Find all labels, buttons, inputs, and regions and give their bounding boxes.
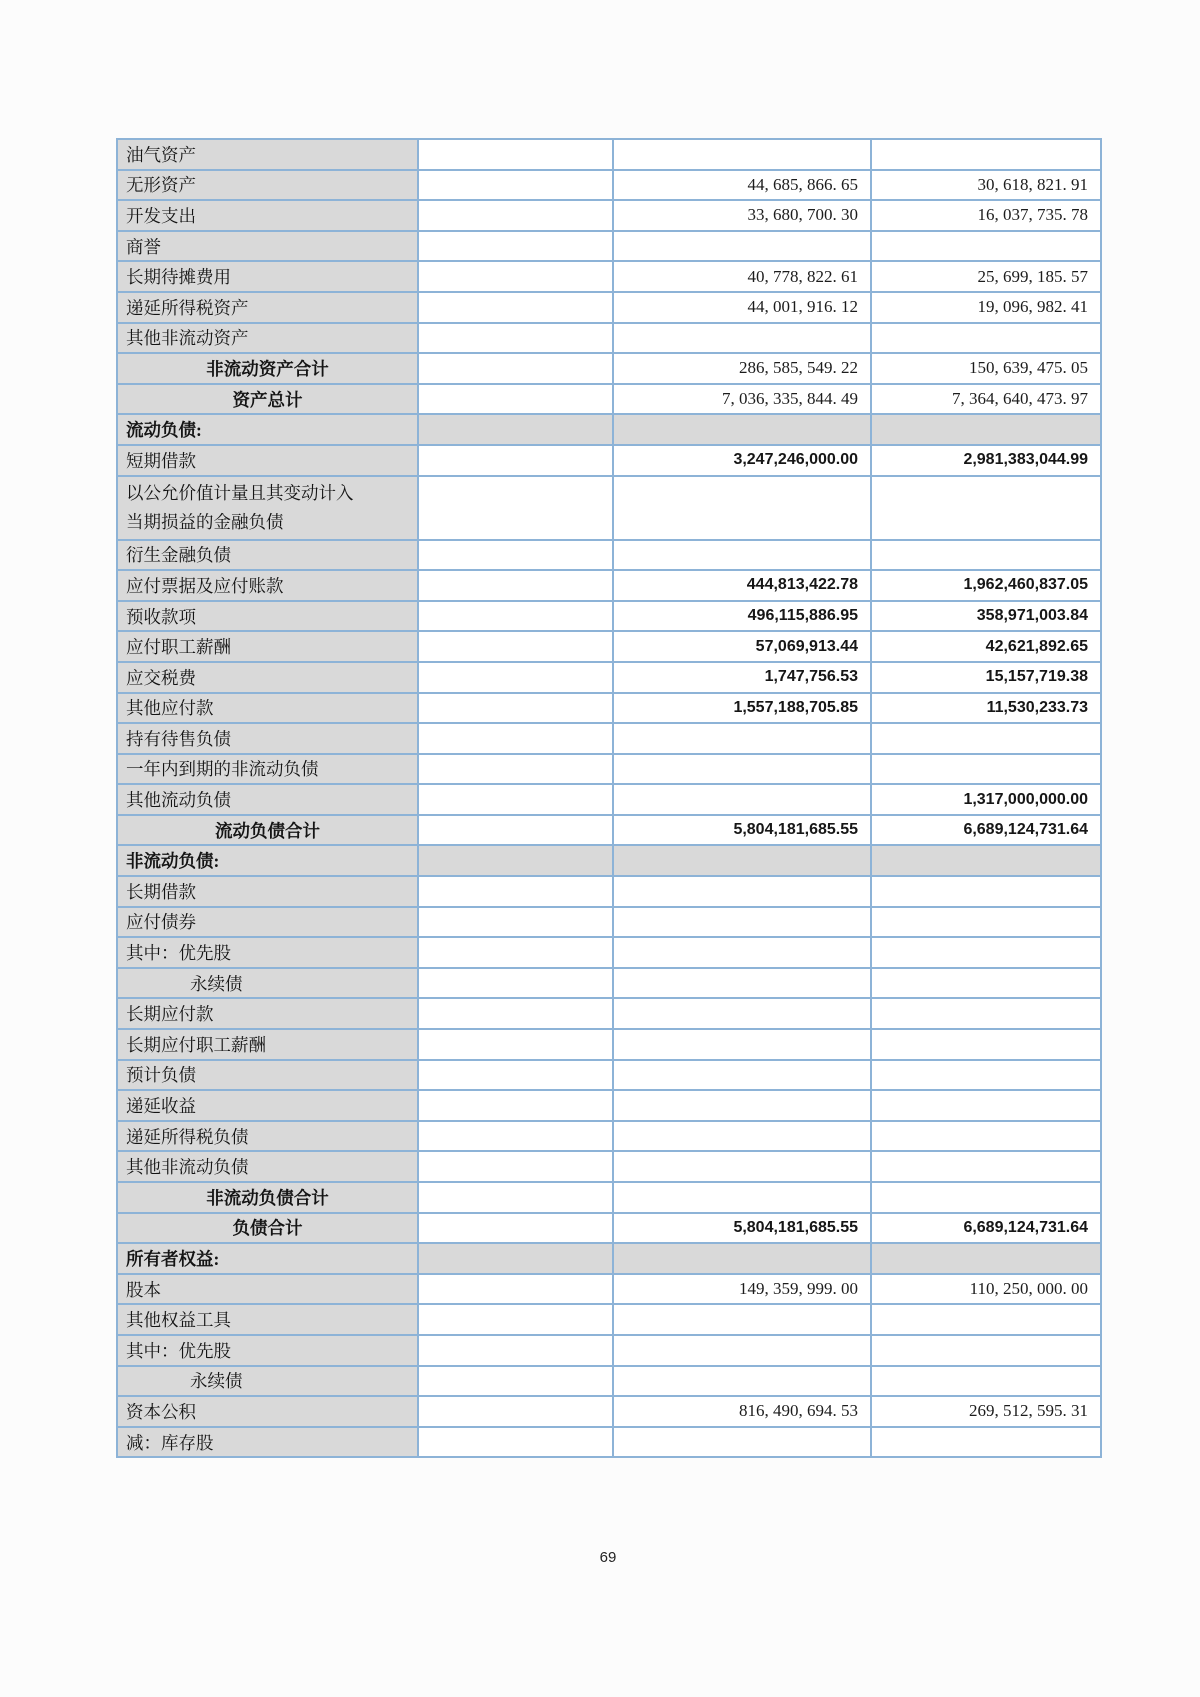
notes-cell [418, 937, 613, 968]
value-current-cell: 3,247,246,000.00 [613, 445, 871, 476]
notes-cell [418, 1090, 613, 1121]
table-row [117, 937, 1101, 968]
value-previous-cell [871, 1121, 1101, 1152]
value-current-cell [613, 998, 871, 1029]
value-previous-cell [871, 723, 1101, 754]
value-current-cell: 44, 001, 916. 12 [613, 292, 871, 323]
page-number: 69 [599, 1549, 617, 1566]
value-previous-cell: 25, 699, 185. 57 [871, 261, 1101, 292]
value-current-cell [613, 1151, 871, 1182]
notes-cell [418, 876, 613, 907]
table-row [117, 323, 1101, 354]
value-current-cell: 1,747,756.53 [613, 662, 871, 693]
table-row [117, 445, 1101, 476]
row-label: 开发支出 [117, 200, 418, 231]
value-current-cell [613, 907, 871, 938]
value-current-cell [613, 1304, 871, 1335]
notes-cell [418, 1274, 613, 1305]
value-current-cell: 1,557,188,705.85 [613, 693, 871, 724]
row-label: 无形资产 [117, 170, 418, 201]
table-row [117, 1243, 1101, 1274]
notes-cell [418, 1243, 613, 1274]
value-current-cell: 5,804,181,685.55 [613, 815, 871, 846]
value-previous-cell [871, 876, 1101, 907]
notes-cell [418, 323, 613, 354]
value-previous-cell [871, 323, 1101, 354]
notes-cell [418, 1335, 613, 1366]
table-row [117, 1182, 1101, 1213]
value-previous-cell: 2,981,383,044.99 [871, 445, 1101, 476]
value-current-cell: 816, 490, 694. 53 [613, 1396, 871, 1427]
value-current-cell: 44, 685, 866. 65 [613, 170, 871, 201]
notes-cell [418, 445, 613, 476]
table-row [117, 353, 1101, 384]
value-current-cell [613, 1366, 871, 1397]
value-previous-cell [871, 937, 1101, 968]
table-row [117, 570, 1101, 601]
notes-cell [418, 693, 613, 724]
notes-cell [418, 662, 613, 693]
row-label: 长期应付款 [117, 998, 418, 1029]
value-current-cell [613, 723, 871, 754]
row-label: 递延所得税负债 [117, 1121, 418, 1152]
table-row [117, 1151, 1101, 1182]
table-row [117, 1427, 1101, 1458]
row-label: 递延所得税资产 [117, 292, 418, 323]
value-previous-cell [871, 754, 1101, 785]
notes-cell [418, 601, 613, 632]
notes-cell [418, 1396, 613, 1427]
value-previous-cell [871, 1366, 1101, 1397]
value-previous-cell: 7, 364, 640, 473. 97 [871, 384, 1101, 415]
row-label: 流动负债合计 [117, 815, 418, 846]
notes-cell [418, 1060, 613, 1091]
row-label: 所有者权益: [117, 1243, 418, 1274]
value-previous-cell [871, 414, 1101, 445]
value-current-cell [613, 1243, 871, 1274]
value-previous-cell [871, 907, 1101, 938]
notes-cell [418, 815, 613, 846]
notes-cell [418, 170, 613, 201]
value-current-cell: 496,115,886.95 [613, 601, 871, 632]
value-previous-cell: 6,689,124,731.64 [871, 815, 1101, 846]
table-row [117, 601, 1101, 632]
notes-cell [418, 1304, 613, 1335]
value-previous-cell [871, 540, 1101, 571]
row-label: 其他非流动负债 [117, 1151, 418, 1182]
value-previous-cell [871, 1182, 1101, 1213]
notes-cell [418, 631, 613, 662]
table-row [117, 876, 1101, 907]
value-previous-cell: 1,317,000,000.00 [871, 784, 1101, 815]
notes-cell [418, 1427, 613, 1458]
notes-cell [418, 907, 613, 938]
row-label: 长期待摊费用 [117, 261, 418, 292]
value-previous-cell [871, 1090, 1101, 1121]
notes-cell [418, 353, 613, 384]
value-current-cell [613, 1029, 871, 1060]
table-row [117, 261, 1101, 292]
notes-cell [418, 292, 613, 323]
value-current-cell [613, 876, 871, 907]
value-previous-cell [871, 1243, 1101, 1274]
value-current-cell [613, 754, 871, 785]
table-row [117, 968, 1101, 999]
row-label: 递延收益 [117, 1090, 418, 1121]
table-row [117, 1060, 1101, 1091]
table-row [117, 414, 1101, 445]
notes-cell [418, 1182, 613, 1213]
value-previous-cell: 30, 618, 821. 91 [871, 170, 1101, 201]
value-current-cell: 444,813,422.78 [613, 570, 871, 601]
table-row [117, 1274, 1101, 1305]
notes-cell [418, 414, 613, 445]
value-current-cell [613, 231, 871, 262]
value-current-cell [613, 784, 871, 815]
notes-cell [418, 384, 613, 415]
row-label: 其他流动负债 [117, 784, 418, 815]
notes-cell [418, 1213, 613, 1244]
row-label: 短期借款 [117, 445, 418, 476]
row-label: 其中：优先股 [117, 937, 418, 968]
row-label: 资本公积 [117, 1396, 418, 1427]
row-label: 商誉 [117, 231, 418, 262]
notes-cell [418, 1029, 613, 1060]
table-row [117, 1304, 1101, 1335]
table-row [117, 815, 1101, 846]
table-row [117, 631, 1101, 662]
row-label: 预计负债 [117, 1060, 418, 1091]
notes-cell [418, 540, 613, 571]
notes-cell [418, 968, 613, 999]
table-row [117, 292, 1101, 323]
value-previous-cell: 358,971,003.84 [871, 601, 1101, 632]
table-row [117, 540, 1101, 571]
value-current-cell [613, 323, 871, 354]
value-previous-cell: 1,962,460,837.05 [871, 570, 1101, 601]
table-row [117, 200, 1101, 231]
notes-cell [418, 1151, 613, 1182]
notes-cell [418, 754, 613, 785]
value-current-cell [613, 139, 871, 170]
row-label: 持有待售负债 [117, 723, 418, 754]
value-previous-cell [871, 1304, 1101, 1335]
row-label: 股本 [117, 1274, 418, 1305]
value-previous-cell: 11,530,233.73 [871, 693, 1101, 724]
value-current-cell [613, 1427, 871, 1458]
value-previous-cell [871, 998, 1101, 1029]
value-previous-cell: 42,621,892.65 [871, 631, 1101, 662]
value-current-cell [613, 968, 871, 999]
row-label: 应付债券 [117, 907, 418, 938]
value-previous-cell: 6,689,124,731.64 [871, 1213, 1101, 1244]
notes-cell [418, 998, 613, 1029]
row-label: 长期应付职工薪酬 [117, 1029, 418, 1060]
value-current-cell: 7, 036, 335, 844. 49 [613, 384, 871, 415]
row-label: 预收款项 [117, 601, 418, 632]
table-row [117, 384, 1101, 415]
row-label: 应交税费 [117, 662, 418, 693]
row-label: 其他权益工具 [117, 1304, 418, 1335]
value-current-cell [613, 1090, 871, 1121]
value-current-cell: 286, 585, 549. 22 [613, 353, 871, 384]
table-row [117, 845, 1101, 876]
value-current-cell: 57,069,913.44 [613, 631, 871, 662]
row-label: 流动负债: [117, 414, 418, 445]
table-row [117, 1335, 1101, 1366]
row-label: 减：库存股 [117, 1427, 418, 1458]
table-row [117, 231, 1101, 262]
value-current-cell: 33, 680, 700. 30 [613, 200, 871, 231]
notes-cell [418, 723, 613, 754]
row-label: 其中：优先股 [117, 1335, 418, 1366]
value-previous-cell: 150, 639, 475. 05 [871, 353, 1101, 384]
value-previous-cell [871, 1029, 1101, 1060]
value-previous-cell: 19, 096, 982. 41 [871, 292, 1101, 323]
row-label: 油气资产 [117, 139, 418, 170]
value-current-cell [613, 1182, 871, 1213]
row-label: 其他非流动资产 [117, 323, 418, 354]
balance-sheet-table [116, 138, 1102, 1458]
value-previous-cell: 16, 037, 735. 78 [871, 200, 1101, 231]
value-current-cell [613, 845, 871, 876]
value-previous-cell [871, 476, 1101, 540]
value-current-cell: 5,804,181,685.55 [613, 1213, 871, 1244]
value-previous-cell: 269, 512, 595. 31 [871, 1396, 1101, 1427]
notes-cell [418, 784, 613, 815]
value-previous-cell [871, 845, 1101, 876]
table-row [117, 139, 1101, 170]
table-row [117, 1090, 1101, 1121]
notes-cell [418, 261, 613, 292]
table-row [117, 1396, 1101, 1427]
table-row [117, 998, 1101, 1029]
table-row [117, 693, 1101, 724]
value-previous-cell [871, 1060, 1101, 1091]
value-current-cell [613, 937, 871, 968]
row-label: 长期借款 [117, 876, 418, 907]
table-row [117, 907, 1101, 938]
row-label: 资产总计 [117, 384, 418, 415]
value-current-cell [613, 414, 871, 445]
row-label: 其他应付款 [117, 693, 418, 724]
notes-cell [418, 845, 613, 876]
value-current-cell: 40, 778, 822. 61 [613, 261, 871, 292]
row-label: 衍生金融负债 [117, 540, 418, 571]
value-current-cell [613, 1335, 871, 1366]
value-previous-cell [871, 1335, 1101, 1366]
value-current-cell: 149, 359, 999. 00 [613, 1274, 871, 1305]
notes-cell [418, 476, 613, 540]
notes-cell [418, 139, 613, 170]
table-row [117, 170, 1101, 201]
table-row [117, 784, 1101, 815]
value-current-cell [613, 1060, 871, 1091]
value-current-cell [613, 540, 871, 571]
table-row [117, 662, 1101, 693]
notes-cell [418, 1366, 613, 1397]
row-label: 永续债 [117, 1366, 418, 1397]
row-label: 负债合计 [117, 1213, 418, 1244]
row-label: 非流动负债: [117, 845, 418, 876]
table-row [117, 1029, 1101, 1060]
row-label: 永续债 [117, 968, 418, 999]
value-previous-cell [871, 968, 1101, 999]
value-previous-cell [871, 231, 1101, 262]
value-current-cell [613, 476, 871, 540]
value-previous-cell [871, 1427, 1101, 1458]
table-row [117, 476, 1101, 540]
row-label: 应付职工薪酬 [117, 631, 418, 662]
row-label: 非流动资产合计 [117, 353, 418, 384]
table-row [117, 723, 1101, 754]
value-previous-cell [871, 1151, 1101, 1182]
notes-cell [418, 231, 613, 262]
row-label: 非流动负债合计 [117, 1182, 418, 1213]
notes-cell [418, 200, 613, 231]
value-previous-cell: 110, 250, 000. 00 [871, 1274, 1101, 1305]
table-row [117, 1121, 1101, 1152]
row-label: 一年内到期的非流动负债 [117, 754, 418, 785]
table-row [117, 1366, 1101, 1397]
notes-cell [418, 1121, 613, 1152]
value-current-cell [613, 1121, 871, 1152]
table-row [117, 1213, 1101, 1244]
notes-cell [418, 570, 613, 601]
table-row [117, 754, 1101, 785]
value-previous-cell: 15,157,719.38 [871, 662, 1101, 693]
row-label: 以公允价值计量且其变动计入 当期损益的金融负债 [117, 476, 418, 540]
value-previous-cell [871, 139, 1101, 170]
row-label: 应付票据及应付账款 [117, 570, 418, 601]
